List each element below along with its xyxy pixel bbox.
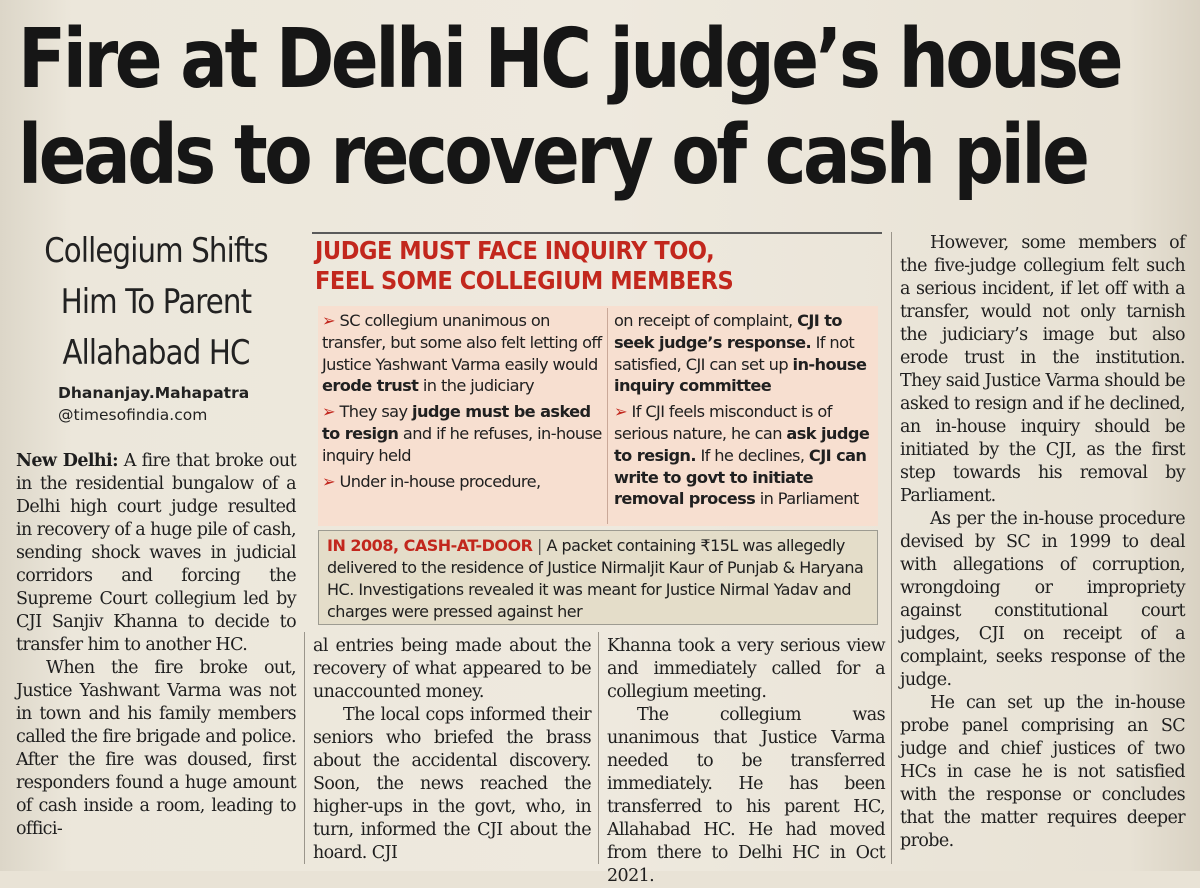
sidebar-box-title-line-2: FEEL SOME COLLEGIUM MEMBERS: [315, 266, 734, 295]
cash-at-door-strip: [318, 530, 878, 625]
story-paragraph: He can set up the in-house probe panel comprising an SC judge and chief justices of two HCs in case he is not satisfied with the response or concludes that the matter requires deeper probe.: [900, 693, 1185, 851]
sidebar-box-column-1: [322, 310, 602, 496]
story-paragraph: When the fire broke out, Justice Yashwant Varma was not in town and his family members called the fire brigade and police. After the fire was doused, first responders found a huge amount of cash inside a room, leading to offici-: [16, 658, 296, 839]
story-text: A fire that broke out in the residential bungalow of a Delhi high court judge resulted in recovery of a huge pile of cash, sending shock waves in judicial corridors and forcing the Supreme Court collegium led by CJI Sanjiv Khanna to decide to transfer him to another HC.: [16, 451, 296, 655]
column-divider: [304, 632, 305, 864]
bullet-item: ➢ Under in-house procedure,: [322, 471, 541, 491]
strip-separator: |: [532, 536, 547, 555]
bullet-item: ➢ They say judge must be asked to resign and if he refuses, in-house inquiry held: [322, 402, 602, 465]
story-paragraph: As per the in-house procedure devised by SC in 1999 to deal with allegations of corruption, wrongdoing or impropriety against constitutional court judges, CJI on receipt of a complaint, seeks response of the judge.: [900, 509, 1185, 690]
subheadline: [39, 226, 273, 379]
story-paragraph: al entries being made about the recovery of what appeared to be unaccounted money.: [313, 636, 591, 702]
byline: [58, 382, 288, 426]
story-paragraph: The local cops informed their seniors who briefed the brass about the accidental discovery. Soon, the news reached the higher-ups in the govt, who, in turn, informed the CJI about the hoard. CJI: [313, 705, 591, 863]
subheadline-line-2: Him To Parent: [60, 282, 252, 322]
arrow-bullet-icon: ➢: [322, 471, 335, 491]
bullet-item: ➢ SC collegium unanimous on transfer, but some also felt letting off Justice Yashwant Varma easily would erode trust in the judiciary: [322, 311, 602, 396]
story-column-4: [900, 232, 1185, 853]
byline-author: Dhananjay.Mahapatra: [58, 384, 250, 402]
byline-outlet: @timesofindia.com: [58, 406, 208, 424]
story-paragraph: [16, 450, 296, 657]
sidebar-box-title: [315, 236, 733, 296]
story-paragraph: The collegium was unanimous that Justice Varma needed to be transferred immediately. He has been transferred to his parent HC, Allahabad HC. He had moved from there to Delhi HC in Oct 2021.: [607, 705, 885, 886]
story-column-1: [16, 450, 296, 841]
column-divider: [891, 232, 892, 864]
sidebar-box-column-2: [614, 310, 878, 514]
subheadline-line-3: Allahabad HC: [62, 333, 250, 373]
headline-line-1: Fire at Delhi HC judge’s house: [18, 12, 1121, 107]
arrow-bullet-icon: ➢: [322, 402, 335, 422]
story-paragraph: However, some members of the five-judge collegium felt such a serious incident, if let off with a transfer, would not only tarnish the judiciary’s image but also erode trust in the institution. They said Justice Varma should be asked to resign and if he declined, an in-house inquiry should be initiated by the CJI, as the first step towards his removal by Parliament.: [900, 233, 1185, 506]
strip-tag: IN 2008, CASH-AT-DOOR: [327, 536, 533, 555]
strip-text: A packet containing ₹15L was allegedly delivered to the residence of Justice Nirmaljit Kaur of Punjab & Haryana HC. Investigations revealed it was meant for Justice Nirmal Yadav and charges were pressed against her: [327, 536, 864, 621]
sidebar-box-divider: [607, 308, 608, 524]
story-paragraph: Khanna took a very serious view and immediately called for a collegium meeting.: [607, 636, 885, 702]
column-divider: [598, 632, 599, 864]
story-column-3: [607, 635, 885, 888]
sidebar-box-title-line-1: JUDGE MUST FACE INQUIRY TOO,: [315, 236, 715, 265]
headline-line-2: leads to recovery of cash pile: [18, 108, 1087, 203]
arrow-bullet-icon: ➢: [322, 311, 335, 330]
bullet-item: ➢ If CJI feels misconduct is of serious nature, he can ask judge to resign. If he declines, CJI can write to govt to initiate removal process in Parliament: [614, 402, 870, 509]
story-column-2: [313, 635, 591, 865]
subheadline-line-1: Collegium Shifts: [44, 231, 268, 271]
dateline: New Delhi:: [16, 451, 118, 471]
bullet-item: on receipt of complaint, CJI to seek judge’s response. If not satisfied, CJI can set up in-house inquiry committee: [614, 311, 867, 396]
headline: [18, 12, 1121, 204]
arrow-bullet-icon: ➢: [614, 402, 627, 422]
